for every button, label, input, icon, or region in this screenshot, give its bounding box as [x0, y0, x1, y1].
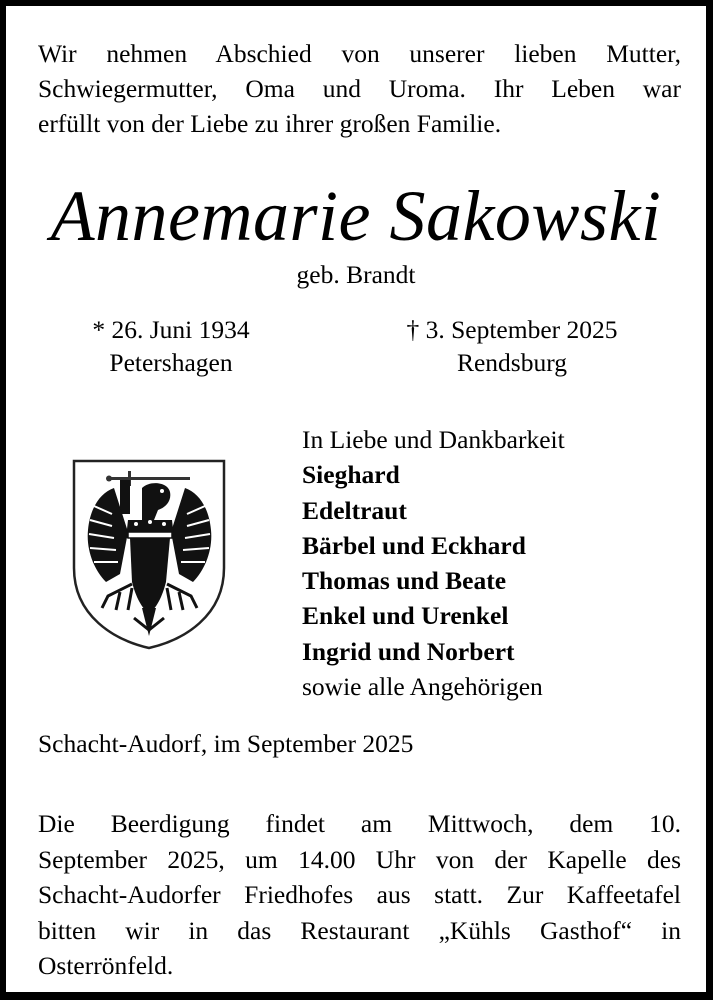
- deceased-name: Annemarie Sakowski: [50, 176, 662, 256]
- family-member: Sieghard: [302, 460, 400, 490]
- family-list: [302, 422, 565, 704]
- family-member: Ingrid und Norbert: [302, 636, 515, 666]
- death-place: Rendsburg: [456, 348, 568, 377]
- coat-of-arms-eagle-icon: [72, 458, 227, 650]
- funeral-line: September 2025, um 14.00 Uhr von der Kapelle des: [38, 844, 681, 874]
- funeral-line: bitten wir in das Restaurant „Kühls Gasthof“ in: [38, 915, 681, 945]
- funeral-line: Schacht-Audorfer Friedhofes aus statt. Zur Kaffeetafel: [38, 880, 681, 909]
- family-member: Thomas und Beate: [302, 566, 507, 596]
- maiden-name: geb. Brandt: [296, 260, 416, 289]
- intro-line: Schwiegermutter, Oma und Uroma. Ihr Leben war: [38, 74, 681, 103]
- birth-place: Petershagen: [109, 348, 233, 377]
- death-date: † 3. September 2025: [406, 315, 618, 344]
- birth-date: * 26. Juni 1934: [92, 315, 250, 344]
- funeral-line: Die Beerdigung findet am Mittwoch, dem 10.: [38, 809, 681, 838]
- family-member: Bärbel und Eckhard: [302, 530, 526, 560]
- funeral-line: Osterrönfeld.: [38, 951, 174, 980]
- intro-text: [38, 36, 681, 141]
- family-closing: sowie alle Angehörigen: [302, 672, 543, 702]
- family-member: Edeltraut: [302, 495, 407, 525]
- intro-line: erfüllt von der Liebe zu ihrer großen Familie.: [38, 109, 502, 138]
- obituary-notice: [6, 6, 706, 992]
- death-info: [380, 313, 644, 379]
- place-date: Schacht-Audorf, im September 2025: [38, 729, 414, 758]
- family-member: Enkel und Urenkel: [302, 601, 509, 631]
- family-heading: In Liebe und Dankbarkeit: [302, 425, 565, 454]
- intro-line: Wir nehmen Abschied von unserer lieben Mutter,: [38, 39, 681, 68]
- birth-info: [66, 313, 276, 379]
- funeral-info: [38, 806, 681, 984]
